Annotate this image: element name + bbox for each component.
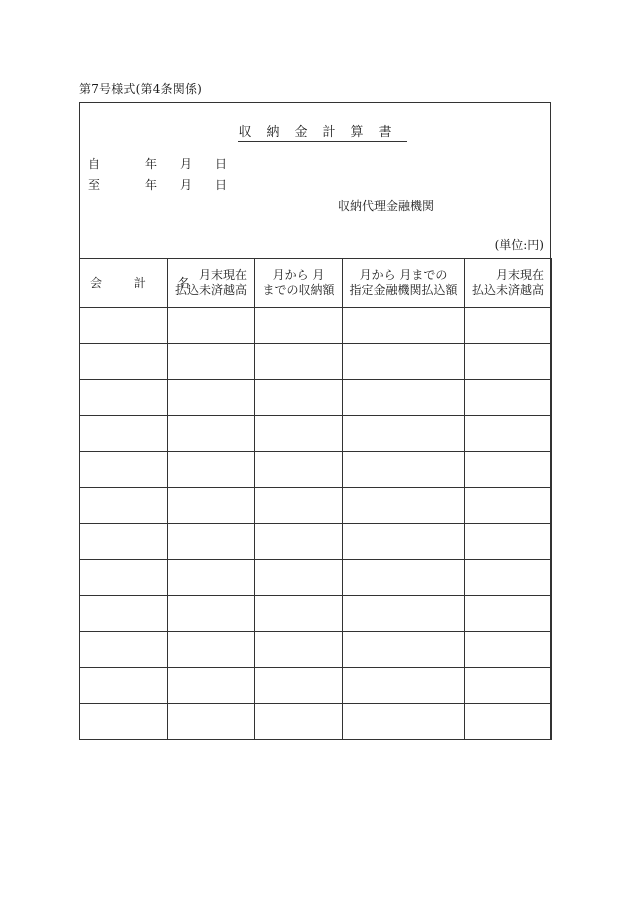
table-cell[interactable] bbox=[168, 632, 255, 668]
table-cell[interactable] bbox=[168, 596, 255, 632]
table-cell[interactable] bbox=[465, 344, 552, 380]
table-cell[interactable] bbox=[168, 524, 255, 560]
table-row bbox=[80, 524, 552, 560]
table-cell[interactable] bbox=[465, 380, 552, 416]
table-cell[interactable] bbox=[343, 704, 465, 740]
table-cell[interactable] bbox=[343, 308, 465, 344]
table-cell[interactable] bbox=[343, 668, 465, 704]
table-cell[interactable] bbox=[255, 596, 343, 632]
table-row bbox=[80, 560, 552, 596]
document-title-text: 収納金計算書 bbox=[238, 125, 407, 140]
table-cell[interactable] bbox=[80, 380, 168, 416]
table-cell[interactable] bbox=[80, 524, 168, 560]
header-collected-amount: 月から 月 までの収納額 bbox=[255, 259, 343, 308]
period-to-day: 日 bbox=[215, 178, 228, 192]
table-cell[interactable] bbox=[465, 668, 552, 704]
table-cell[interactable] bbox=[168, 452, 255, 488]
table-cell[interactable] bbox=[80, 452, 168, 488]
table-cell[interactable] bbox=[168, 344, 255, 380]
table-cell[interactable] bbox=[465, 488, 552, 524]
table-cell[interactable] bbox=[255, 344, 343, 380]
period-from-day: 日 bbox=[215, 157, 228, 171]
table-cell[interactable] bbox=[255, 632, 343, 668]
document-title bbox=[80, 125, 550, 142]
header-month-end-unpaid-balance: 月末現在 払込未済越高 bbox=[465, 259, 552, 308]
table-cell[interactable] bbox=[255, 560, 343, 596]
table-cell[interactable] bbox=[343, 560, 465, 596]
table-cell[interactable] bbox=[465, 416, 552, 452]
table-cell[interactable] bbox=[465, 524, 552, 560]
period-from-label: 自 bbox=[88, 157, 101, 171]
header-month-end-unpaid: 月末現在 払込未済越高 bbox=[168, 259, 255, 308]
table-cell[interactable] bbox=[80, 596, 168, 632]
table-cell[interactable] bbox=[168, 488, 255, 524]
table-row bbox=[80, 488, 552, 524]
table-cell[interactable] bbox=[343, 380, 465, 416]
table-cell[interactable] bbox=[80, 704, 168, 740]
table-cell[interactable] bbox=[80, 668, 168, 704]
table-cell[interactable] bbox=[168, 668, 255, 704]
table-cell[interactable] bbox=[80, 560, 168, 596]
table-cell[interactable] bbox=[168, 560, 255, 596]
table-cell[interactable] bbox=[465, 452, 552, 488]
table-cell[interactable] bbox=[80, 488, 168, 524]
table-cell[interactable] bbox=[343, 416, 465, 452]
table-row bbox=[80, 668, 552, 704]
table-cell[interactable] bbox=[343, 632, 465, 668]
table-cell[interactable] bbox=[80, 308, 168, 344]
table-cell[interactable] bbox=[255, 380, 343, 416]
table-cell[interactable] bbox=[343, 488, 465, 524]
form-number-label: 第7号様式(第4条関係) bbox=[79, 82, 203, 96]
table-cell[interactable] bbox=[255, 308, 343, 344]
table-cell[interactable] bbox=[343, 452, 465, 488]
period-from-year: 年 bbox=[145, 157, 158, 171]
period-from-month: 月 bbox=[180, 157, 193, 171]
table-cell[interactable] bbox=[80, 344, 168, 380]
table-cell[interactable] bbox=[255, 668, 343, 704]
form-header-area bbox=[80, 103, 550, 259]
table-row bbox=[80, 308, 552, 344]
period-to-label: 至 bbox=[88, 178, 101, 192]
table-row bbox=[80, 344, 552, 380]
table-cell[interactable] bbox=[255, 488, 343, 524]
table-cell[interactable] bbox=[343, 344, 465, 380]
header-paid-to-designated-bank: 月から 月までの 指定金融機関払込額 bbox=[343, 259, 465, 308]
table-cell[interactable] bbox=[80, 416, 168, 452]
table-cell[interactable] bbox=[255, 452, 343, 488]
period-to-year: 年 bbox=[145, 178, 158, 192]
collection-agent-label: 収納代理金融機関 bbox=[338, 199, 435, 213]
table-row bbox=[80, 452, 552, 488]
table-cell[interactable] bbox=[168, 416, 255, 452]
table-cell[interactable] bbox=[465, 704, 552, 740]
table-cell[interactable] bbox=[343, 596, 465, 632]
table-cell[interactable] bbox=[168, 704, 255, 740]
table-row bbox=[80, 596, 552, 632]
table-cell[interactable] bbox=[465, 596, 552, 632]
table-cell[interactable] bbox=[255, 524, 343, 560]
table-cell[interactable] bbox=[255, 416, 343, 452]
table-row bbox=[80, 704, 552, 740]
table-header-row bbox=[80, 259, 552, 308]
table-row bbox=[80, 380, 552, 416]
table-body bbox=[80, 308, 552, 740]
table-cell[interactable] bbox=[343, 524, 465, 560]
table-cell[interactable] bbox=[168, 308, 255, 344]
table-cell[interactable] bbox=[465, 632, 552, 668]
table-cell[interactable] bbox=[255, 704, 343, 740]
form-frame bbox=[79, 102, 551, 740]
table-cell[interactable] bbox=[465, 308, 552, 344]
calculation-table bbox=[79, 258, 552, 740]
table-cell[interactable] bbox=[465, 560, 552, 596]
table-row bbox=[80, 632, 552, 668]
table-cell[interactable] bbox=[168, 380, 255, 416]
table-cell[interactable] bbox=[80, 632, 168, 668]
period-to-month: 月 bbox=[180, 178, 193, 192]
table-row bbox=[80, 416, 552, 452]
unit-label: (単位:円) bbox=[494, 238, 544, 252]
header-account-name: 会 計 名 bbox=[80, 259, 168, 308]
